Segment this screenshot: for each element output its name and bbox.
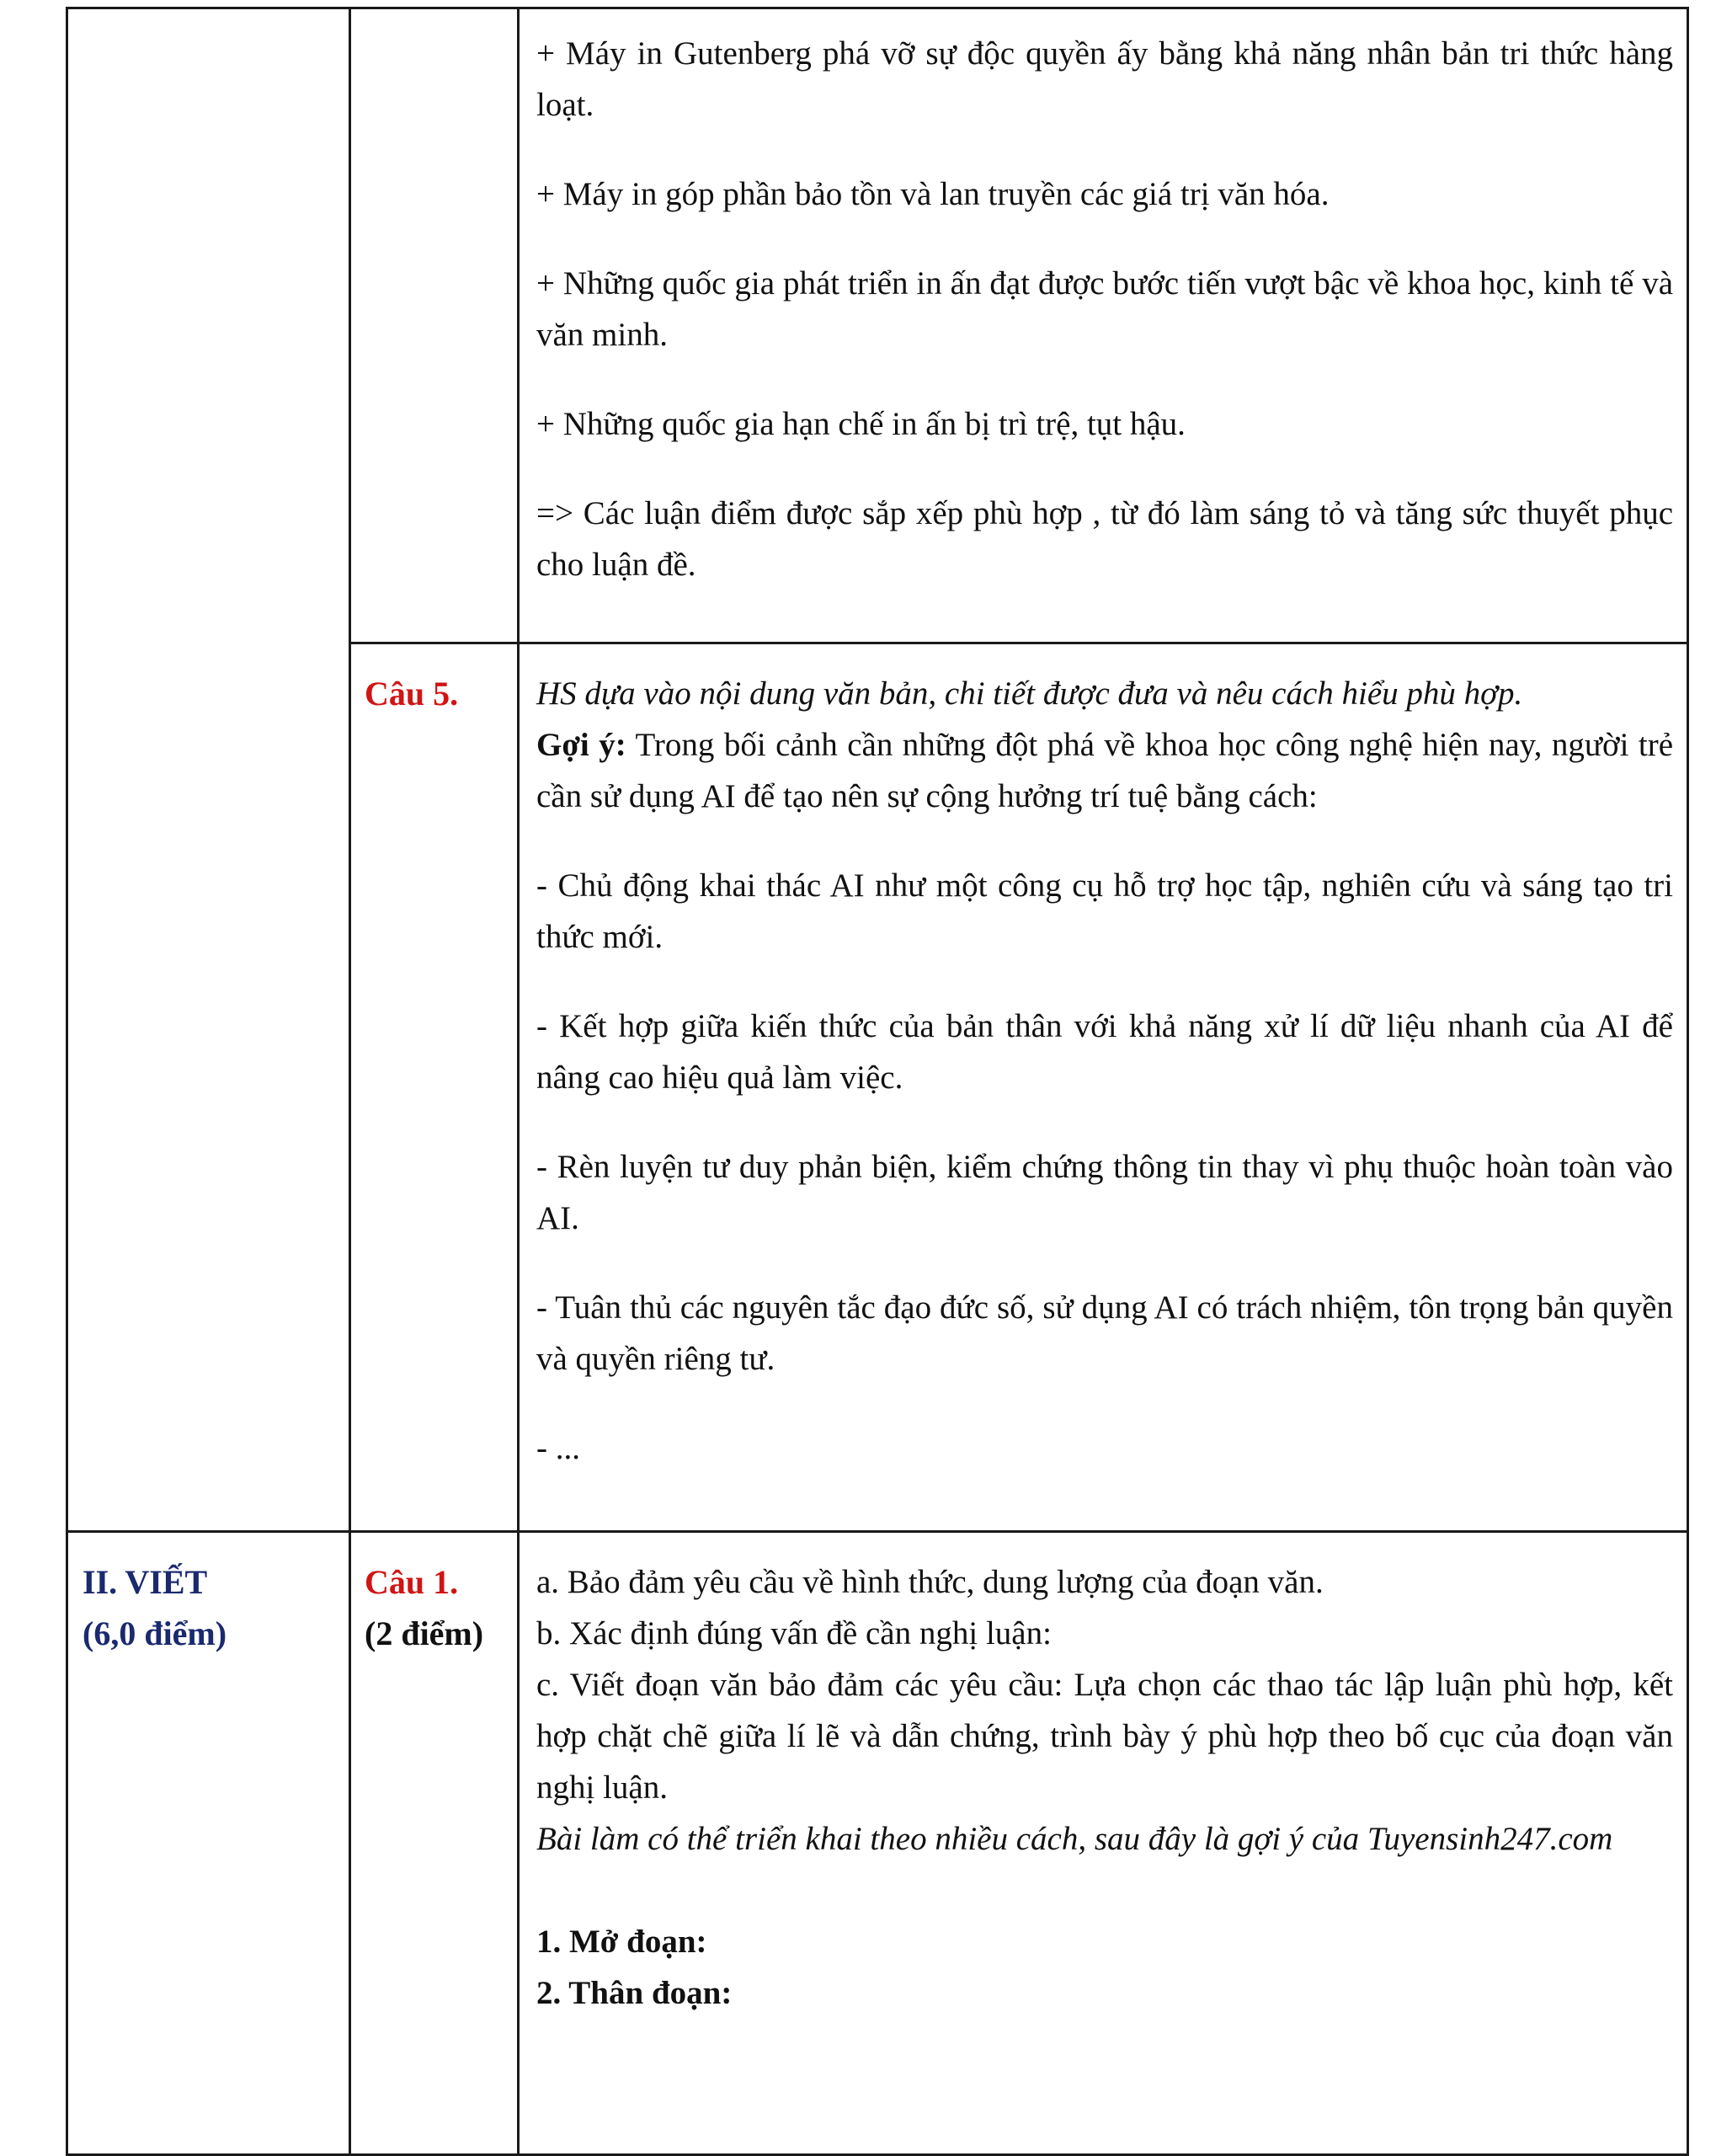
answer-table bbox=[66, 7, 1689, 2156]
hint-label: Gợi ý: bbox=[536, 727, 626, 763]
hint-text: Trong bối cảnh cần những đột phá về khoa học công nghệ hiện nay, người trẻ cần sử dụng AI để tạo nên sự cộng hưởng trí tuệ bằng cách: bbox=[536, 727, 1673, 814]
cau1-label: Câu 1. bbox=[365, 1563, 459, 1601]
cau1-points: (2 điểm) bbox=[365, 1614, 484, 1652]
point-line-4: + Những quốc gia hạn chế in ấn bị trì trệ, tụt hậu. bbox=[536, 406, 1186, 442]
cau1-heading bbox=[365, 1556, 483, 1659]
cau5-content bbox=[536, 668, 1673, 1474]
cau5-item-3: - Rèn luyện tư duy phản biện, kiểm chứng thông tin thay vì phụ thuộc hoàn toàn vào AI. bbox=[536, 1149, 1673, 1236]
cau5-item-2: - Kết hợp giữa kiến thức của bản thân với khả năng xử lí dữ liệu nhanh của AI để nâng cao hiệu quả làm việc. bbox=[536, 1008, 1673, 1096]
cau1-b: b. Xác định đúng vấn đề cần nghị luận: bbox=[536, 1615, 1052, 1652]
cau5-hint bbox=[536, 719, 1673, 822]
section2-points: (6,0 điểm) bbox=[83, 1614, 227, 1652]
table-row-divider-cau5 bbox=[349, 642, 1687, 644]
cau1-content bbox=[536, 1556, 1673, 2019]
cau5-intro: HS dựa vào nội dung văn bản, chi tiết được đưa và nêu cách hiểu phù hợp. bbox=[536, 675, 1523, 712]
table-column-divider-2 bbox=[517, 9, 520, 2153]
cau5-item-5: - ... bbox=[536, 1430, 580, 1466]
cau5-item-4: - Tuân thủ các nguyên tắc đạo đức số, sử dụng AI có trách nhiệm, tôn trọng bản quyền và quyền riêng tư. bbox=[536, 1289, 1673, 1377]
table-row-divider-section2 bbox=[68, 1530, 1687, 1533]
point-line-1: + Máy in Gutenberg phá vỡ sự độc quyền ấy bằng khả năng nhân bản tri thức hàng loạt. bbox=[536, 35, 1673, 123]
section2-title: II. VIẾT bbox=[83, 1563, 208, 1601]
table-column-divider-1 bbox=[349, 9, 351, 2153]
cau1-a: a. Bảo đảm yêu cầu về hình thức, dung lượng của đoạn văn. bbox=[536, 1564, 1324, 1600]
section2-heading bbox=[83, 1556, 226, 1659]
point-line-2: + Máy in góp phần bảo tồn và lan truyền các giá trị văn hóa. bbox=[536, 176, 1330, 212]
cau5-label: Câu 5. bbox=[365, 675, 459, 712]
cau1-heading-1: 1. Mở đoạn: bbox=[536, 1924, 707, 1960]
point-line-3: + Những quốc gia phát triển in ấn đạt được bước tiến vượt bậc về khoa học, kinh tế và văn minh. bbox=[536, 265, 1673, 353]
cau1-note: Bài làm có thể triển khai theo nhiều cách, sau đây là gợi ý của Tuyensinh247.com bbox=[536, 1821, 1613, 1857]
cau1-c: c. Viết đoạn văn bảo đảm các yêu cầu: Lựa chọn các thao tác lập luận phù hợp, kết hợp chặt chẽ giữa lí lẽ và dẫn chứng, trình bày ý phù hợp theo bố cục của đoạn văn nghị luận. bbox=[536, 1667, 1673, 1806]
conclusion-line: => Các luận điểm được sắp xếp phù hợp , từ đó làm sáng tỏ và tăng sức thuyết phục cho luận đề. bbox=[536, 495, 1673, 583]
cau1-heading-2: 2. Thân đoạn: bbox=[536, 1975, 733, 2011]
cau4-content bbox=[536, 28, 1673, 590]
cau5-item-1: - Chủ động khai thác AI như một công cụ hỗ trợ học tập, nghiên cứu và sáng tạo tri thức mới. bbox=[536, 867, 1673, 955]
